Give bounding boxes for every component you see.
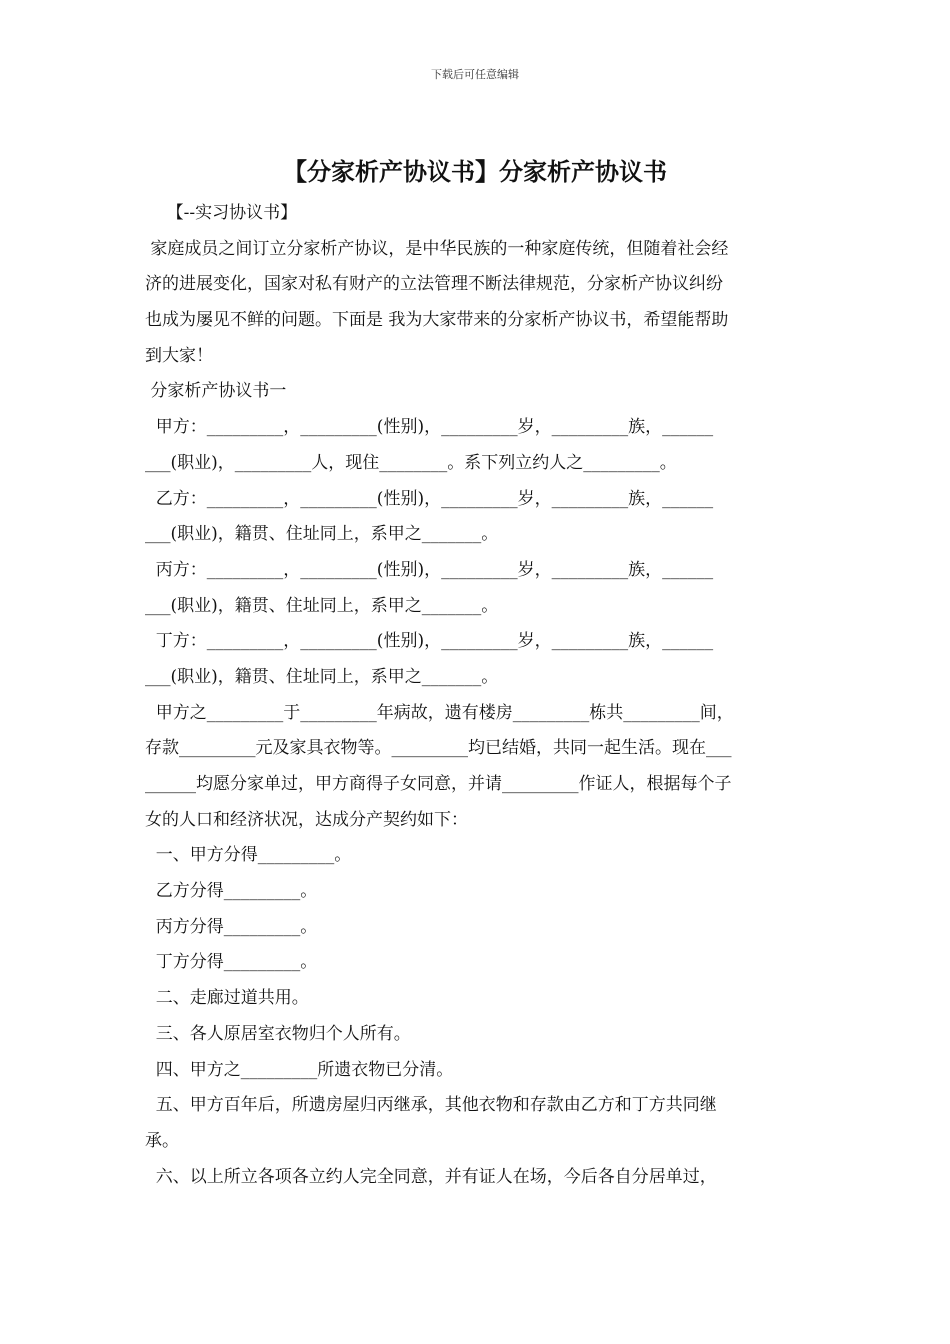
text-line: 承。 [145, 1130, 179, 1151]
text-line: 三、各人原居室衣物归个人所有。 [145, 1023, 411, 1044]
text-line: 丙方：_________，_________(性别)，_________岁，_________族，______ [145, 559, 714, 580]
text-line: 二、走廊过道共用。 [145, 988, 309, 1009]
text-line: 【--实习协议书】 [145, 203, 298, 223]
text-line: ___(职业)，籍贯、住址同上，系甲之_______。 [145, 666, 499, 687]
text-line: 甲方：_________，_________(性别)，_________岁，_________族，______ [145, 417, 714, 438]
text-line: 五、甲方百年后，所遗房屋归丙继承，其他衣物和存款由乙方和丁方共同继 [145, 1095, 717, 1116]
text-line: ___(职业)，籍贯、住址同上，系甲之_______。 [145, 524, 499, 545]
text-line: 分家析产协议书一 [145, 381, 287, 402]
text-line: 到大家！ [145, 345, 213, 366]
text-line: 一、甲方分得_________。 [145, 845, 352, 866]
text-line: 四、甲方之_________所遗衣物已分清。 [145, 1059, 454, 1080]
text-line: ___(职业)，_________人，现住________。系下列立约人之_________。 [145, 452, 677, 473]
text-line: 济的进展变化，国家对私有财产的立法管理不断法律规范，分家析产协议纠纷 [145, 274, 723, 295]
text-line: 女的人口和经济状况，达成分产契约如下： [145, 809, 468, 830]
document-body [145, 196, 810, 1195]
text-line: 存款_________元及家具衣物等。_________均已结婚，共同一起生活。现在___ [145, 738, 732, 759]
text-line: 乙方：_________，_________(性别)，_________岁，_________族，______ [145, 488, 714, 509]
text-line: 也成为屡见不鲜的问题。下面是 我为大家带来的分家析产协议书，希望能帮助 [145, 310, 729, 331]
text-line: ___(职业)，籍贯、住址同上，系甲之_______。 [145, 595, 499, 616]
text-line: ______均愿分家单过，甲方商得子女同意，并请_________作证人，根据每个子 [145, 774, 732, 794]
text-line: 丁方：_________，_________(性别)，_________岁，_________族，______ [145, 631, 714, 652]
text-line: 家庭成员之间订立分家析产协议，是中华民族的一种家庭传统，但随着社会经 [145, 238, 729, 259]
document-title: 【分家析产协议书】分家析产协议书 [283, 157, 667, 186]
text-line: 甲方之_________于_________年病故，遗有楼房_________栋共_________间， [145, 702, 734, 723]
text-line: 乙方分得_________。 [145, 881, 318, 902]
text-line: 丙方分得_________。 [145, 916, 318, 937]
header-note: 下载后可任意编辑 [431, 68, 519, 81]
text-line: 丁方分得_________。 [145, 952, 318, 973]
text-line: 六、以上所立各项各立约人完全同意，并有证人在场，今后各自分居单过， [145, 1166, 717, 1187]
